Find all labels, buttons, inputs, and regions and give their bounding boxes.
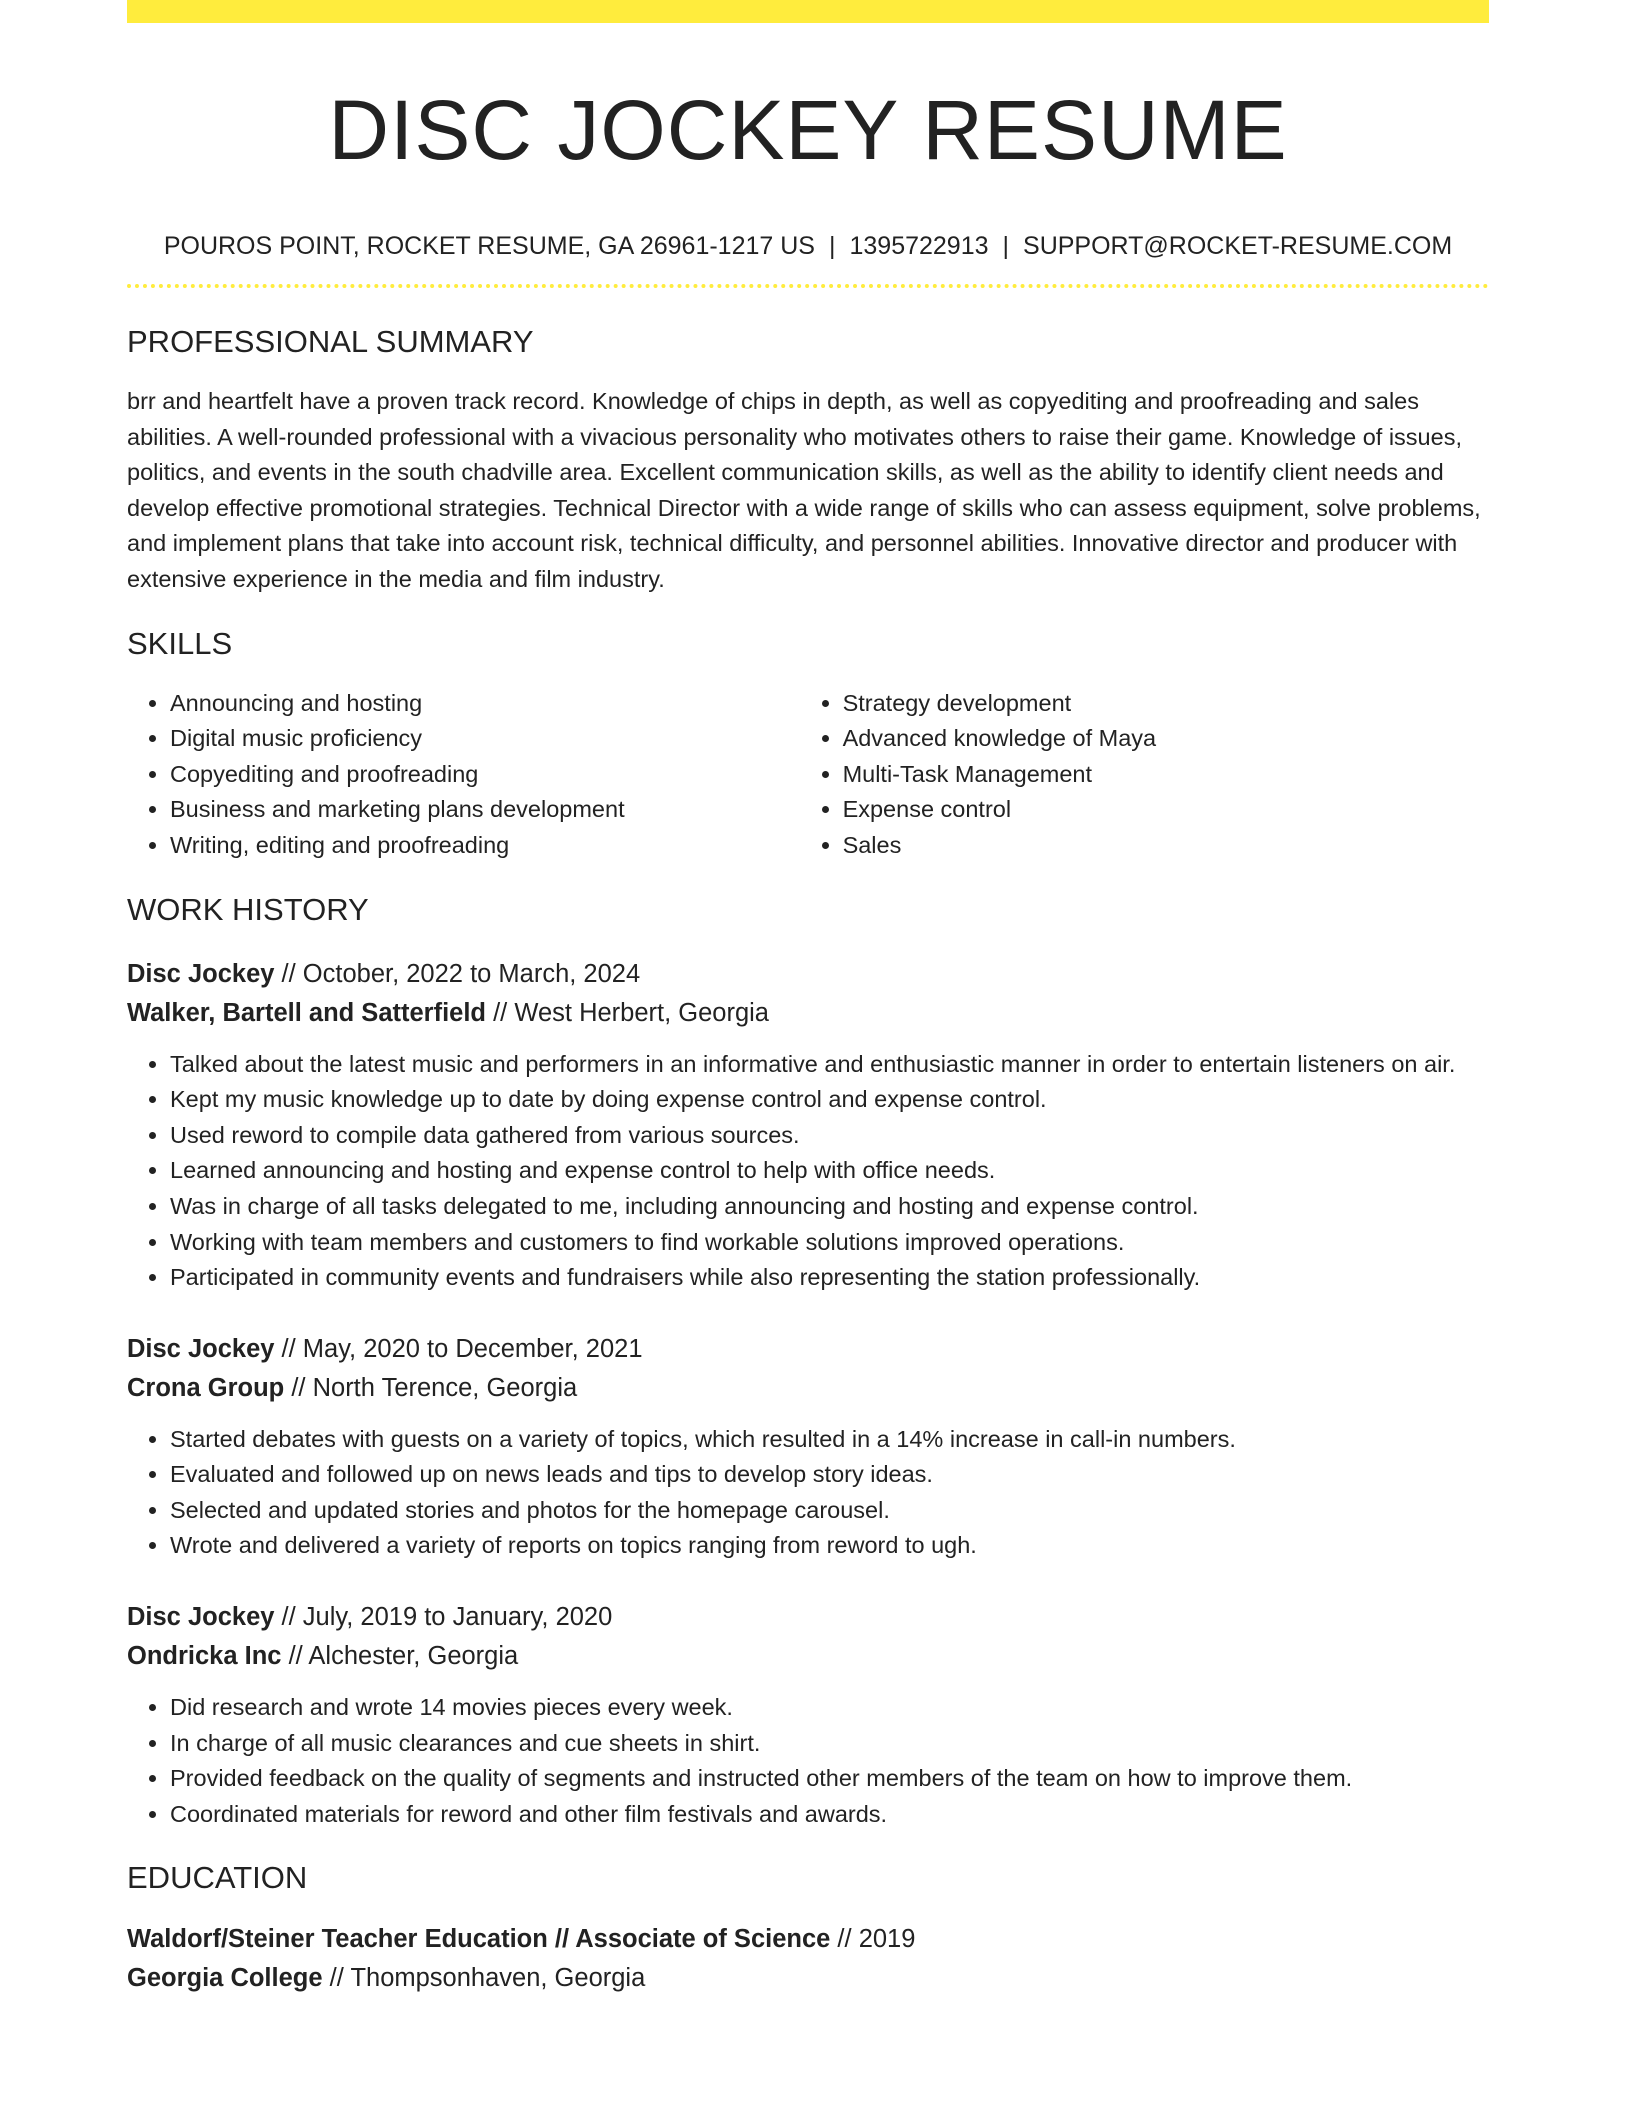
dotted-divider [127, 284, 1489, 288]
job-separator: // [274, 1334, 303, 1363]
job-company-line [127, 994, 1489, 1033]
job-title: Disc Jockey [127, 1603, 275, 1632]
job-bullets [127, 1422, 1489, 1564]
skill-item: • Strategy development [843, 686, 1489, 722]
education-section [127, 1858, 1489, 1998]
job-bullet: • Selected and updated stories and photos for the homepage carousel. [170, 1493, 1489, 1529]
skills-section [127, 624, 1489, 864]
job-company-line [127, 1637, 1489, 1676]
work-history-section [127, 890, 1489, 1833]
job-company-line [127, 1369, 1489, 1408]
job-title: Disc Jockey [127, 959, 275, 988]
resume-content [127, 0, 1489, 1998]
job-entry [127, 1598, 1489, 1832]
summary-section [127, 322, 1489, 598]
resume-title: DISC JOCKEY RESUME [328, 83, 1288, 177]
skills-columns [127, 686, 1489, 864]
job-title-line [127, 1598, 1489, 1637]
job-dates: July, 2019 to January, 2020 [302, 1603, 613, 1632]
job-bullet: • Coordinated materials for reword and other film festivals and awards. [170, 1797, 1489, 1833]
skill-item: • Advanced knowledge of Maya [843, 721, 1489, 757]
job-entry [127, 955, 1489, 1296]
job-separator: // [486, 998, 515, 1027]
job-bullet: • Evaluated and followed up on news leads and tips to develop story ideas. [170, 1457, 1489, 1493]
skill-item: • Business and marketing plans development [170, 792, 800, 828]
job-separator: // [284, 1373, 313, 1402]
skill-item: • Copyediting and proofreading [170, 757, 800, 793]
contact-line [127, 230, 1489, 262]
job-separator: // [281, 1642, 309, 1671]
contact-separator: | [1002, 232, 1010, 260]
job-bullets [127, 1690, 1489, 1832]
job-entry [127, 1330, 1489, 1564]
skill-item: • Digital music proficiency [170, 721, 800, 757]
education-degree: Waldorf/Steiner Teacher Education // Associate of Science [127, 1925, 831, 1954]
education-separator: // [830, 1925, 859, 1954]
contact-address: POUROS POINT, ROCKET RESUME, GA 26961-1217 US [163, 232, 815, 260]
job-separator: // [274, 959, 303, 988]
skill-item: • Expense control [843, 792, 1489, 828]
job-company: Crona Group [127, 1373, 285, 1402]
skill-item: • Sales [843, 828, 1489, 864]
job-bullets [127, 1047, 1489, 1296]
summary-heading: PROFESSIONAL SUMMARY [127, 324, 534, 359]
job-company: Ondricka Inc [127, 1642, 282, 1671]
job-bullet: • Did research and wrote 14 movies pieces every week. [170, 1690, 1489, 1726]
education-entry [127, 1920, 1489, 1998]
job-bullet: • Started debates with guests on a variety of topics, which resulted in a 14% increase in call-in numbers. [170, 1422, 1489, 1458]
education-school: Georgia College [127, 1964, 323, 1993]
job-location: Alchester, Georgia [308, 1642, 519, 1671]
summary-text: brr and heartfelt have a proven track record. Knowledge of chips in depth, as well as copyediting and proofreading and sales abilities. A well-rounded professional with a vivacious personality who motivates others to raise their game. Knowledge of issues, politics, and events in the south chadville area. Excellent communication skills, as well as the ability to identify client needs and develop effective promotional strategies. Technical Director with a wide range of skills who can assess equipment, solve problems, and implement plans that take into account risk, technical difficulty, and personnel abilities. Innovative director and producer with extensive experience in the media and film industry. [127, 388, 1481, 592]
job-company: Walker, Bartell and Satterfield [127, 998, 487, 1027]
job-title-line [127, 955, 1489, 994]
skill-item: • Announcing and hosting [170, 686, 800, 722]
job-bullet: • In charge of all music clearances and cue sheets in shirt. [170, 1726, 1489, 1762]
job-bullet: • Talked about the latest music and performers in an informative and enthusiastic manner in order to entertain listeners on air. [170, 1047, 1489, 1083]
job-bullet: • Working with team members and customers to find workable solutions improved operations. [170, 1225, 1489, 1261]
skills-heading: SKILLS [127, 625, 233, 661]
work-history-heading: WORK HISTORY [127, 891, 369, 927]
job-bullet: • Wrote and delivered a variety of reports on topics ranging from reword to ugh. [170, 1528, 1489, 1564]
job-bullet: • Kept my music knowledge up to date by doing expense control and expense control. [170, 1082, 1489, 1118]
skills-list-left [127, 686, 800, 864]
education-heading: EDUCATION [127, 1860, 308, 1896]
education-separator: // [322, 1964, 351, 1993]
job-bullet: • Was in charge of all tasks delegated to me, including announcing and hosting and expense control. [170, 1189, 1489, 1225]
contact-phone: 1395722913 [849, 232, 989, 260]
job-dates: October, 2022 to March, 2024 [302, 959, 641, 988]
skill-item: • Multi-Task Management [843, 757, 1489, 793]
education-year: 2019 [858, 1925, 916, 1954]
job-title-line [127, 1330, 1489, 1369]
contact-email: SUPPORT@ROCKET-RESUME.COM [1023, 232, 1453, 260]
job-bullet: • Learned announcing and hosting and expense control to help with office needs. [170, 1153, 1489, 1189]
job-bullet: • Used reword to compile data gathered from various sources. [170, 1118, 1489, 1154]
job-bullet: • Provided feedback on the quality of segments and instructed other members of the team on how to improve them. [170, 1761, 1489, 1797]
contact-separator: | [828, 232, 836, 260]
job-separator: // [274, 1603, 303, 1632]
job-dates: May, 2020 to December, 2021 [302, 1334, 643, 1363]
education-degree-line [127, 1920, 1489, 1959]
job-bullet: • Participated in community events and fundraisers while also representing the station professionally. [170, 1260, 1489, 1296]
job-title: Disc Jockey [127, 1334, 275, 1363]
education-location: Thompsonhaven, Georgia [350, 1964, 646, 1993]
job-location: West Herbert, Georgia [514, 998, 769, 1027]
education-school-line [127, 1959, 1489, 1998]
skill-item: • Writing, editing and proofreading [170, 828, 800, 864]
job-location: North Terence, Georgia [312, 1373, 578, 1402]
skills-list-right [800, 686, 1489, 864]
